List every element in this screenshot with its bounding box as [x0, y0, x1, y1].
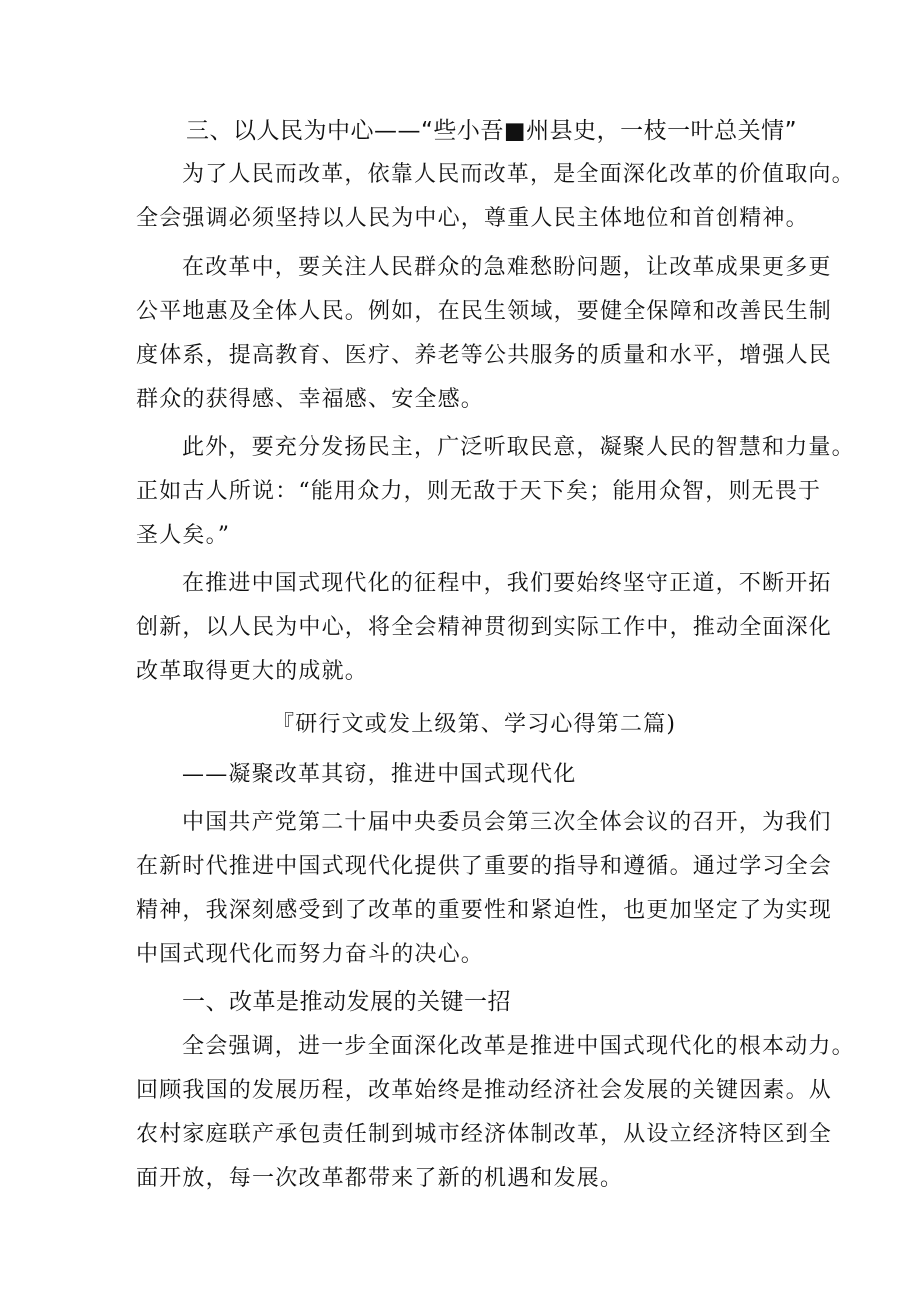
paragraph-line: 度体系，提高教育、医疗、养老等公共服务的质量和水平，增强人民	[136, 343, 833, 368]
paragraph-line: 面开放，每一次改革都带来了新的机遇和发展。	[136, 1166, 624, 1191]
paragraph-line: 在改革中，要关注人民群众的急难愁盼问题，让改革成果更多更	[182, 255, 832, 280]
paragraph-line: 正如古人所说：“能用众力，则无敌于天下矣；能用众智，则无畏于	[136, 479, 822, 504]
paragraph-line: 在推进中国式现代化的征程中，我们要始终坚守正道，不断开拓	[182, 571, 832, 596]
paragraph-line: 中国式现代化而努力奋斗的决心。	[136, 942, 485, 967]
section-heading-one: 一、改革是推动发展的关键一招	[182, 989, 511, 1015]
article-subtitle: ——凝聚改革其窃，推进中国式现代化	[182, 762, 577, 787]
paragraph-line: 回顾我国的发展历程，改革始终是推动经济社会发展的关键因素。从	[136, 1078, 833, 1103]
paragraph-line: 创新，以人民为中心，将全会精神贯彻到实际工作中，推动全面深化	[136, 615, 833, 640]
paragraph-line: 全会强调，进一步全面深化改革是推进中国式现代化的根本动力。	[182, 1034, 855, 1059]
paragraph-line: 中国共产党第二十届中央委员会第三次全体会议的召开，为我们	[182, 810, 832, 835]
paragraph-line: 此外，要充分发扬民主，广泛听取民意，凝聚人民的智慧和力量。	[182, 435, 855, 460]
paragraph-line: 群众的获得感、幸福感、安全感。	[136, 387, 485, 412]
paragraph-line: 改革取得更大的成就。	[136, 659, 369, 684]
paragraph-line: 公平地惠及全体人民。例如，在民生领域，要健全保障和改善民生制	[136, 299, 833, 324]
section-heading-three: 三、以人民为中心——“些小吾■州县史，一枝一叶总关情”	[186, 118, 798, 144]
paragraph-line: 圣人矣。”	[136, 523, 231, 548]
paragraph-line: 精神，我深刻感受到了改革的重要性和紧迫性，也更加坚定了为实现	[136, 898, 833, 923]
paragraph-line: 在新时代推进中国式现代化提供了重要的指导和遵循。通过学习全会	[136, 854, 833, 879]
paragraph-line: 全会强调必须坚持以人民为中心，尊重人民主体地位和首创精神。	[136, 206, 809, 231]
article-title: 『研行文或发上级第、学习心得第二篇)	[272, 712, 677, 737]
paragraph-line: 为了人民而改革，依靠人民而改革，是全面深化改革的价值取向。	[182, 162, 855, 187]
paragraph-line: 农村家庭联产承包责任制到城市经济体制改革，从设立经济特区到全	[136, 1122, 833, 1147]
